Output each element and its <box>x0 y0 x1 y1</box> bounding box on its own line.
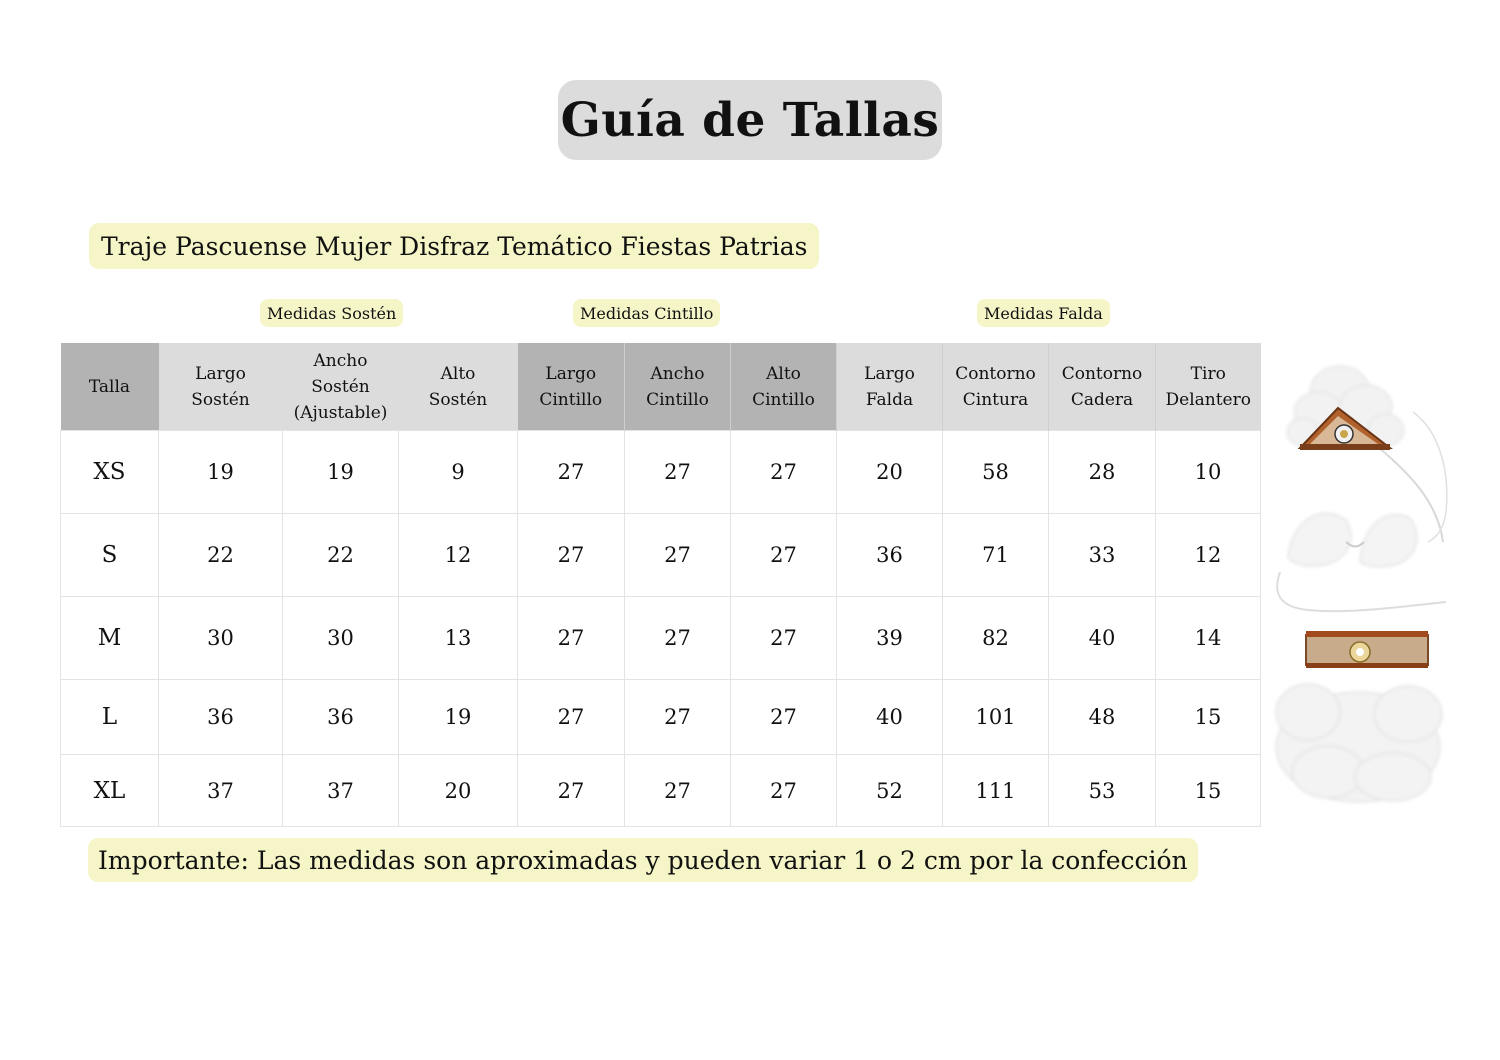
measurement-cell: 15 <box>1156 755 1261 827</box>
measurement-cell: 27 <box>731 431 837 514</box>
column-header-alto-sosten <box>399 343 518 431</box>
measurement-cell: 101 <box>943 680 1049 755</box>
measurement-cell: 27 <box>731 597 837 680</box>
column-header-text: Cintura <box>962 389 1029 410</box>
measurement-cell: 27 <box>731 514 837 597</box>
measurement-cell: 19 <box>399 680 518 755</box>
column-header-text: Largo <box>545 363 597 384</box>
column-header-contorno-cadera <box>1049 343 1156 431</box>
measurement-cell: 27 <box>731 755 837 827</box>
column-header-text: Cintillo <box>752 389 815 410</box>
measurement-cell: 27 <box>625 597 731 680</box>
column-header-text: Ancho <box>650 363 705 384</box>
measurement-cell: 53 <box>1049 755 1156 827</box>
table-row <box>61 431 1261 514</box>
column-header-text: Ancho <box>313 350 368 371</box>
column-header-contorno-cintura <box>943 343 1049 431</box>
measurement-cell: 48 <box>1049 680 1156 755</box>
column-header-alto-cintillo <box>731 343 837 431</box>
skirt-image <box>1276 631 1442 802</box>
column-header-text: Contorno <box>1061 363 1143 384</box>
measurement-cell: 27 <box>625 680 731 755</box>
measurement-cell: 19 <box>159 431 283 514</box>
measurement-cell: 22 <box>283 514 399 597</box>
column-header-text: Sostén <box>428 389 488 410</box>
measurement-cell: 15 <box>1156 680 1261 755</box>
size-label-cell: XS <box>61 431 159 514</box>
column-header-text: Cintillo <box>539 389 603 410</box>
measurement-cell: 27 <box>518 597 625 680</box>
column-header-largo-sosten <box>159 343 283 431</box>
column-header-text: Falda <box>865 389 914 410</box>
group-label-sosten: Medidas Sostén <box>260 299 403 327</box>
column-header-largo-cintillo <box>518 343 625 431</box>
column-header-text: Largo <box>864 363 915 384</box>
measurement-cell: 9 <box>399 431 518 514</box>
size-label-cell: XL <box>61 755 159 827</box>
table-row <box>61 755 1261 827</box>
column-header-text: Tiro <box>1190 363 1226 384</box>
measurement-cell: 37 <box>283 755 399 827</box>
measurement-cell: 40 <box>837 680 943 755</box>
product-title: Traje Pascuense Mujer Disfraz Temático Fiestas Patrias <box>89 223 819 269</box>
measurement-cell: 36 <box>837 514 943 597</box>
measurement-cell: 22 <box>159 514 283 597</box>
measurement-cell: 27 <box>625 431 731 514</box>
column-header-text: (Ajustable) <box>293 402 388 423</box>
measurement-cell: 10 <box>1156 431 1261 514</box>
measurement-cell: 12 <box>1156 514 1261 597</box>
column-header-talla <box>61 343 159 431</box>
size-label-cell: L <box>61 680 159 755</box>
measurement-cell: 27 <box>518 514 625 597</box>
header-row <box>61 343 1261 431</box>
group-label-falda: Medidas Falda <box>977 299 1110 327</box>
group-label-cintillo: Medidas Cintillo <box>573 299 720 327</box>
measurement-cell: 71 <box>943 514 1049 597</box>
measurement-cell: 30 <box>283 597 399 680</box>
measurement-cell: 39 <box>837 597 943 680</box>
column-header-tiro-delantero <box>1156 343 1261 431</box>
table-row <box>61 597 1261 680</box>
measurement-cell: 19 <box>283 431 399 514</box>
measurement-cell: 33 <box>1049 514 1156 597</box>
important-note: Importante: Las medidas son aproximadas y pueden variar 1 o 2 cm por la confección <box>88 838 1198 882</box>
measurement-cell: 13 <box>399 597 518 680</box>
bra-image <box>1277 513 1446 611</box>
column-header-text: Sostén <box>191 389 250 410</box>
measurement-cell: 27 <box>731 680 837 755</box>
column-header-text: Sostén <box>311 376 370 397</box>
page-title: Guía de Tallas <box>558 80 942 160</box>
column-header-text: Cadera <box>1070 389 1134 410</box>
measurement-cell: 27 <box>518 680 625 755</box>
column-header-ancho-cintillo <box>625 343 731 431</box>
measurement-cell: 27 <box>518 755 625 827</box>
column-header-text: Talla <box>88 376 131 397</box>
size-label-cell: M <box>61 597 159 680</box>
column-header-text: Alto <box>766 363 801 384</box>
column-header-largo-falda <box>837 343 943 431</box>
measurement-cell: 111 <box>943 755 1049 827</box>
column-header-text: Cintillo <box>646 389 709 410</box>
measurement-cell: 58 <box>943 431 1049 514</box>
column-header-text: Largo <box>195 363 246 384</box>
measurement-cell: 20 <box>837 431 943 514</box>
measurement-cell: 30 <box>159 597 283 680</box>
measurement-cell: 36 <box>283 680 399 755</box>
costume-illustration <box>1268 352 1468 812</box>
headband-image <box>1287 366 1447 542</box>
column-header-text: Delantero <box>1165 389 1251 410</box>
table-row <box>61 680 1261 755</box>
column-header-text: Alto <box>440 363 476 384</box>
measurement-cell: 20 <box>399 755 518 827</box>
measurement-cell: 12 <box>399 514 518 597</box>
measurement-cell: 40 <box>1049 597 1156 680</box>
measurement-cell: 36 <box>159 680 283 755</box>
size-table <box>60 343 1261 827</box>
column-header-ancho-sosten <box>283 343 399 431</box>
column-header-text: Contorno <box>955 363 1036 384</box>
measurement-cell: 14 <box>1156 597 1261 680</box>
measurement-cell: 27 <box>518 431 625 514</box>
measurement-cell: 28 <box>1049 431 1156 514</box>
measurement-cell: 37 <box>159 755 283 827</box>
size-label-cell: S <box>61 514 159 597</box>
measurement-cell: 27 <box>625 755 731 827</box>
measurement-cell: 27 <box>625 514 731 597</box>
table-row <box>61 514 1261 597</box>
measurement-cell: 82 <box>943 597 1049 680</box>
measurement-cell: 52 <box>837 755 943 827</box>
